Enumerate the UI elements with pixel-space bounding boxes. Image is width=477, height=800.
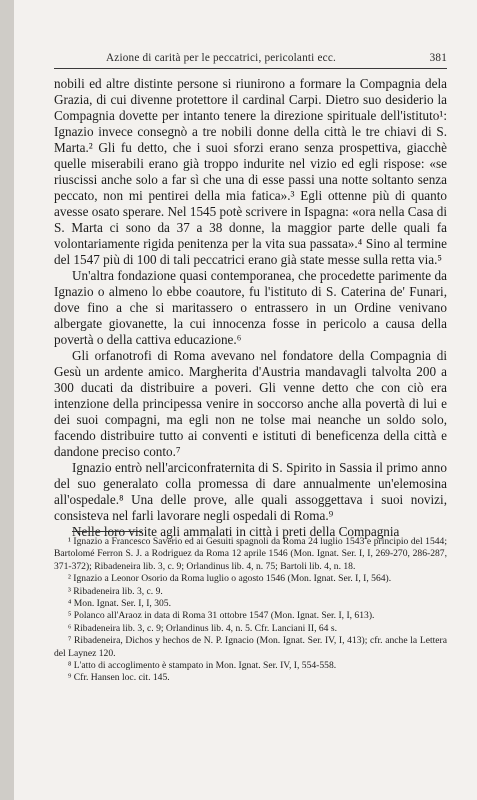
footnote: ⁷ Ribadeneira, Dichos y hechos de N. P. Ignacio (Mon. Ignat. Ser. IV, I, 413); cfr. anche la Lettera del Laynez 120. [54,635,447,659]
footnote: ⁶ Ribadeneira lib. 3, c. 9; Orlandinus lib. 4, n. 5. Cfr. Lanciani II, 64 s. [68,622,337,634]
paragraph: Gli orfanotrofi di Roma avevano nel fondatore della Compagnia di Gesù un ardente amico. Margherita d'Austria mandavagli talvolta 200 a 300 ducati da distribuire a poveri. Gli venne detto che con ciò era intenzione della principessa venire in soccorso anche alla povertà di lui e dei suoi compagni, ma egli non ne tolse mai neanche un soldo solo, facendo distribuire tutto ai conventi e istituti di beneficenza della città e dandone preciso conto.⁷ [54,348,447,459]
paragraph: Nelle loro visite agli ammalati in città i preti della Compagnia [72,524,400,539]
footnote: ¹ Ignazio a Francesco Saverio ed ai Gesuiti spagnoli da Roma 24 luglio 1543 e principio del 1544; Bartolomé Ferron S. J. a Rodriguez da Roma 12 aprile 1546 (Mon. Ignat. Ser. I, I, 269-270, 286-287, 371-372); Ribadeneira lib. 3, c. 9; Orlandinus lib. 4, n. 75; Bartoli lib. 4, n. 18. [54,536,447,572]
footnote-separator [72,531,142,532]
running-title: Azione di carità per le peccatrici, pericolanti ecc. [106,52,336,64]
footnote: ⁴ Mon. Ignat. Ser. I, I, 305. [68,598,172,610]
paragraph: Un'altra fondazione quasi contemporanea, che procedette parimente da Ignazio o almeno lo ebbe coautore, fu l'istituto di S. Caterina de' Funari, dove fino a che si maritassero o entrassero in un Ordine venivano albergate giovanette, la cui innocenza fosse in pericolo a causa della povertà o della cattiva educazione.⁶ [54,268,447,347]
footnote: ³ Ribadeneira lib. 3, c. 9. [68,585,163,597]
footnote: ² Ignazio a Leonor Osorio da Roma luglio o agosto 1546 (Mon. Ignat. Ser. I, I, 564). [68,573,392,585]
footnotes [54,536,447,685]
footnote: ⁵ Polanco all'Araoz in data di Roma 31 ottobre 1547 (Mon. Ignat. Ser. I, I, 613). [68,610,375,622]
footnote: ⁸ L'atto di accoglimento è stampato in Mon. Ignat. Ser. IV, I, 554-558. [68,660,337,672]
paragraph: Ignazio entrò nell'arciconfraternita di S. Spirito in Sassia il primo anno del suo generalato colla promessa di dare annualmente un'elemosina all'ospedale.⁸ Una delle prove, alle quali assoggettava i suoi novizi, consisteva nel farli lavorare negli ospedali di Roma.⁹ [54,460,447,523]
footnote: ⁹ Cfr. Hansen loc. cit. 145. [68,672,170,684]
header-rule [54,68,447,69]
page-number: 381 [429,52,447,64]
paragraph: nobili ed altre distinte persone si riunirono a formare la Compagnia dela Grazia, di cui divenne protettore il cardinal Carpi. Dietro suo desiderio la Compagnia dovette per intanto tenere la direzione spirituale dell'istituto¹: Ignazio invece consegnò a tre nobili donne della città le tre chiavi di S. Marta.² Gli fu detto, che i suoi sforzi erano senza prospettiva, giacchè quelle miserabili erano già troppo indurite nel vizio ed egli rispose: «se riuscissi anche solo a far sì che una di esse passi una notte soltanto senza peccato, non mi pentirei della mia fatica».³ Egli ottenne più di quanto avesse osato sperare. Nel 1545 potè scrivere in Ispagna: «ora nella Casa di S. Marta ci sono da 37 a 38 donne, la maggior parte delle quali fa volontariamente rigida penitenza per la vita sua passata».⁴ Sino al termine del 1547 più di 100 di tali peccatrici erano già state messe sulla retta via.⁵ [54,76,447,267]
main-text [54,76,447,540]
